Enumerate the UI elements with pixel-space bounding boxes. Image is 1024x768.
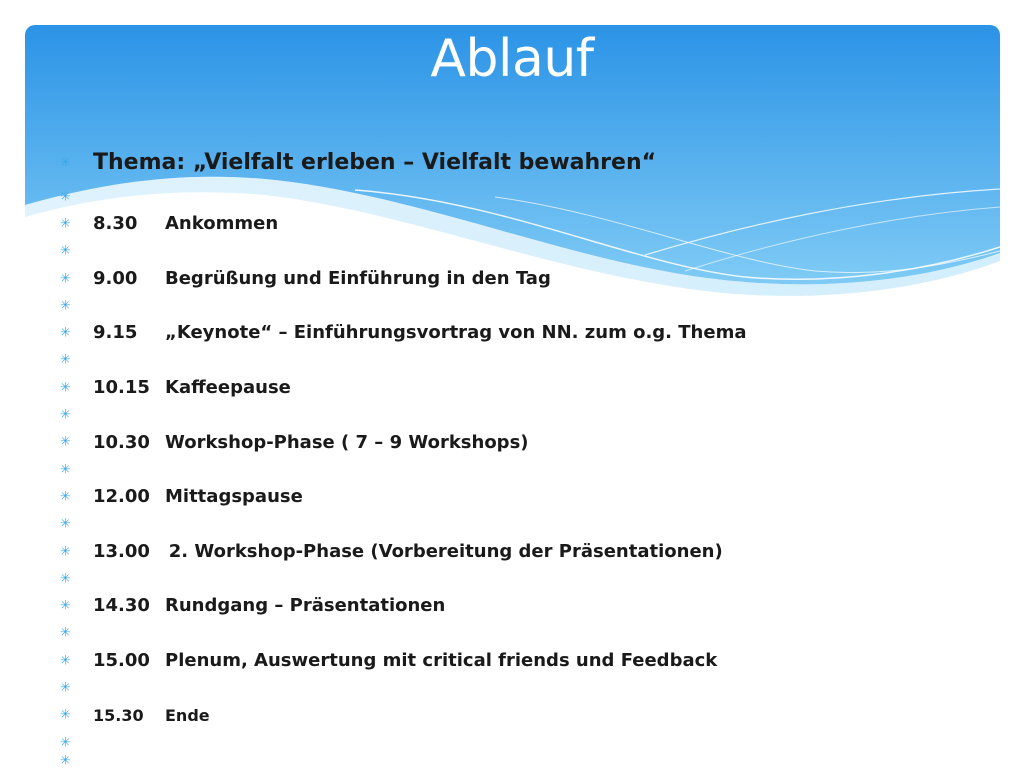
- slide-title: Ablauf: [430, 29, 594, 89]
- schedule-label: Ankommen: [165, 213, 279, 235]
- asterisk-icon: ✳: [60, 434, 71, 450]
- schedule-time: 14.30: [93, 595, 150, 617]
- schedule-time: 9.15: [93, 322, 138, 344]
- list-item: [60, 702, 1000, 729]
- asterisk-icon: ✳: [60, 155, 71, 171]
- schedule-label: „Keynote“ – Einführungsvortrag von NN. zum o.g. Thema: [165, 322, 747, 344]
- list-item: [60, 210, 1000, 237]
- asterisk-icon: ✳: [60, 271, 71, 287]
- asterisk-icon: ✳: [60, 243, 71, 259]
- list-item-empty: [60, 729, 1000, 756]
- list-item-empty: [60, 183, 1000, 210]
- asterisk-icon: ✳: [60, 216, 71, 232]
- schedule-time: 12.00: [93, 486, 150, 508]
- theme-text: Thema: „Vielfalt erleben – Vielfalt bewahren“: [93, 150, 657, 175]
- asterisk-icon: ✳: [60, 489, 71, 505]
- schedule-time: 15.00: [93, 650, 150, 672]
- schedule-label: Workshop-Phase ( 7 – 9 Workshops): [165, 431, 529, 453]
- asterisk-icon: ✳: [60, 598, 71, 614]
- asterisk-icon: ✳: [60, 653, 71, 669]
- list-item: [60, 429, 1000, 456]
- schedule-time: 13.00: [93, 540, 150, 562]
- asterisk-icon: ✳: [60, 753, 71, 768]
- asterisk-icon: ✳: [60, 707, 71, 723]
- list-item: [60, 647, 1000, 674]
- schedule-label: Rundgang – Präsentationen: [165, 595, 446, 617]
- schedule-label: 2. Workshop-Phase (Vorbereitung der Präsentationen): [168, 540, 723, 562]
- schedule-label: Mittagspause: [165, 486, 303, 508]
- list-item-empty: [60, 565, 1000, 592]
- list-item: [60, 538, 1000, 565]
- schedule-label: Ende: [165, 705, 210, 725]
- asterisk-icon: ✳: [60, 298, 71, 314]
- asterisk-icon: ✳: [60, 571, 71, 587]
- list-item-empty: [60, 674, 1000, 701]
- asterisk-icon: ✳: [60, 189, 71, 205]
- agenda-list: [60, 143, 1000, 766]
- list-item-empty: [60, 238, 1000, 265]
- agenda-theme: [60, 143, 1000, 183]
- schedule-time: 8.30: [93, 213, 138, 235]
- asterisk-icon: ✳: [60, 516, 71, 532]
- schedule-time: 10.15: [93, 377, 150, 399]
- list-item: [60, 265, 1000, 292]
- asterisk-icon: ✳: [60, 325, 71, 341]
- list-item-empty: [60, 620, 1000, 647]
- schedule-time: 15.30: [93, 705, 144, 725]
- list-item-empty: [60, 292, 1000, 319]
- list-item-empty: [60, 511, 1000, 538]
- asterisk-icon: ✳: [60, 735, 71, 751]
- list-item-empty: [60, 401, 1000, 428]
- asterisk-icon: ✳: [60, 680, 71, 696]
- list-item-empty: [60, 347, 1000, 374]
- list-item: [60, 374, 1000, 401]
- asterisk-icon: ✳: [60, 544, 71, 559]
- asterisk-icon: ✳: [60, 407, 71, 423]
- asterisk-icon: ✳: [60, 380, 71, 396]
- asterisk-icon: ✳: [60, 462, 71, 478]
- list-item: [60, 592, 1000, 619]
- list-item-empty: [60, 753, 1000, 768]
- list-item-empty: [60, 456, 1000, 483]
- asterisk-icon: ✳: [60, 625, 71, 641]
- list-item: [60, 483, 1000, 510]
- asterisk-icon: ✳: [60, 352, 71, 368]
- schedule-time: 10.30: [93, 431, 150, 453]
- list-item: [60, 319, 1000, 346]
- schedule-label: Begrüßung und Einführung in den Tag: [165, 267, 551, 289]
- schedule-label: Kaffeepause: [165, 377, 291, 399]
- schedule-label: Plenum, Auswertung mit critical friends und Feedback: [165, 650, 718, 672]
- schedule-time: 9.00: [93, 267, 138, 289]
